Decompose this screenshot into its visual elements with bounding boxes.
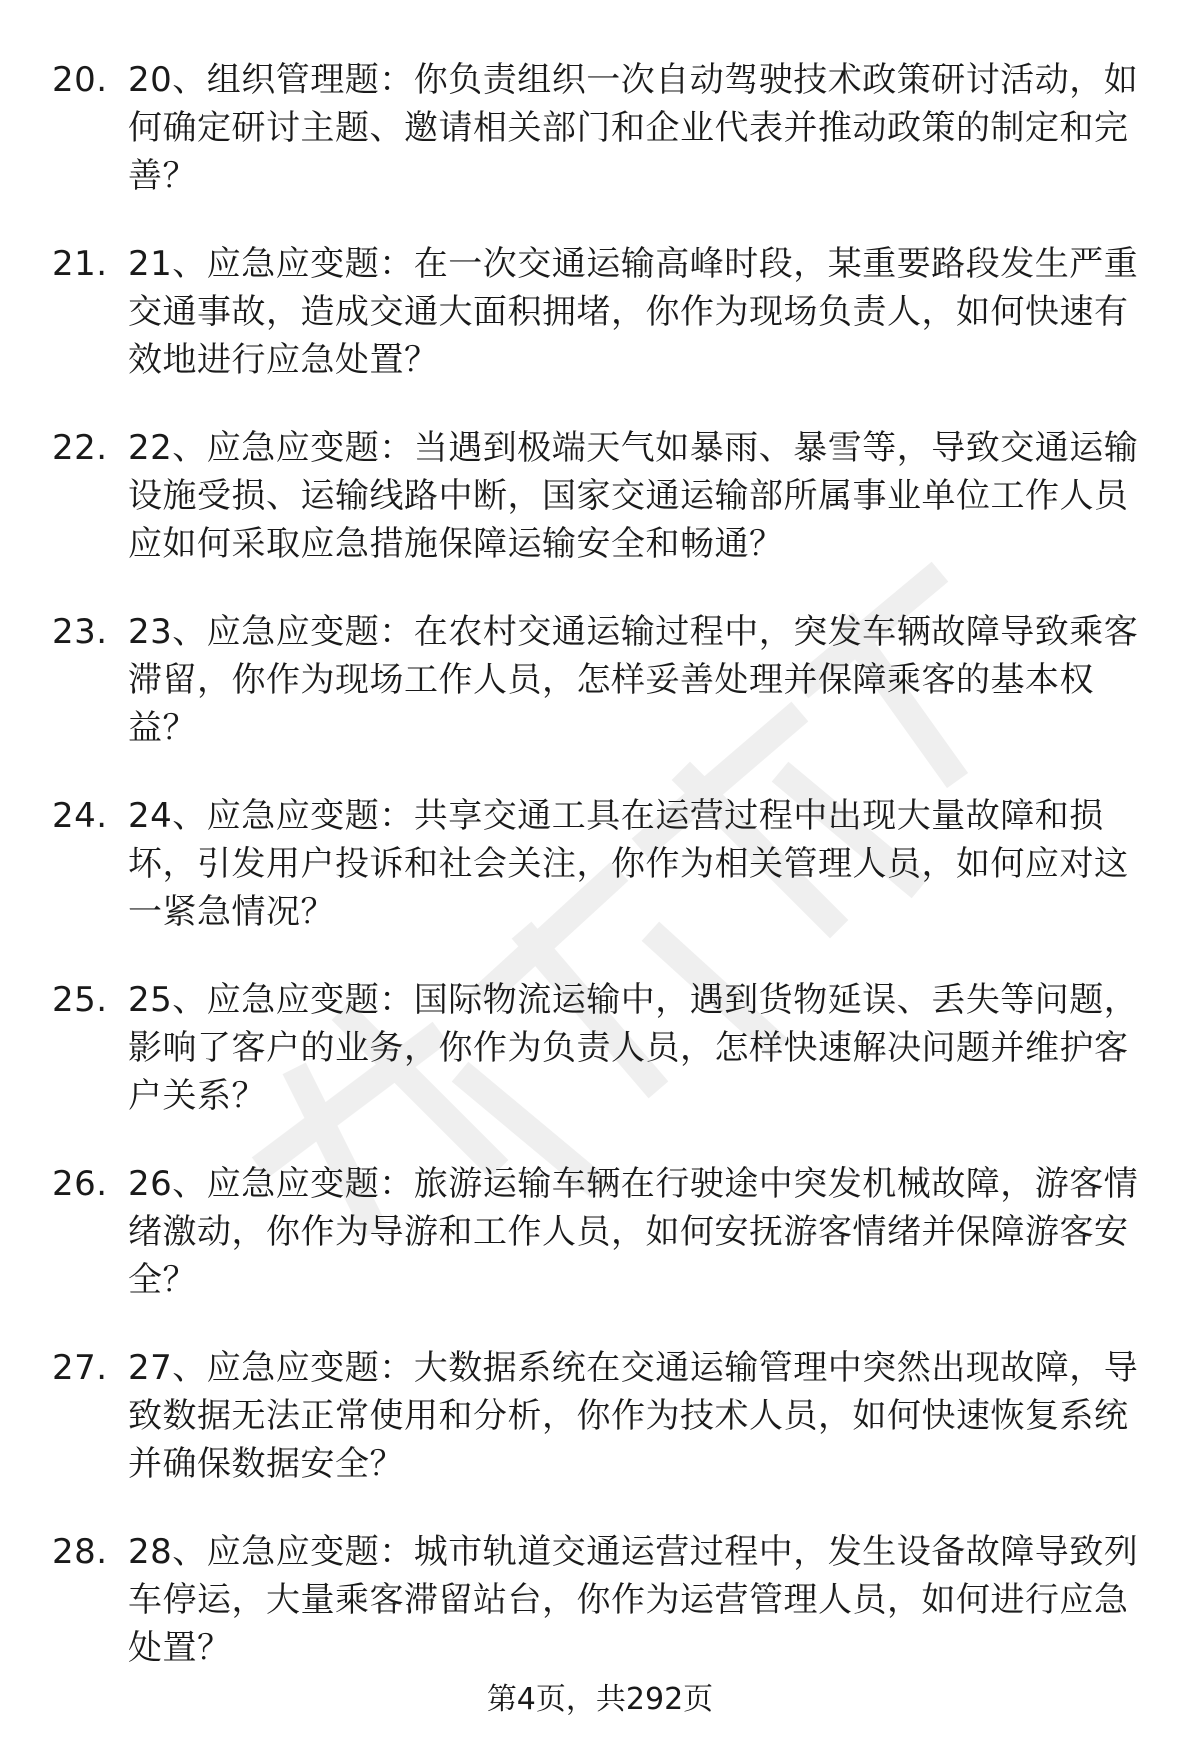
question-text: 21、应急应变题：在一次交通运输高峰时段，某重要路段发生严重交通事故，造成交通大面积拥堵，你作为现场负责人，如何快速有效地进行应急处置？ [128, 244, 1139, 380]
question-text: 27、应急应变题：大数据系统在交通运输管理中突然出现故障，导致数据无法正常使用和分析，你作为技术人员，如何快速恢复系统并确保数据安全？ [128, 1348, 1139, 1484]
question-item-22 [52, 424, 1152, 568]
question-text: 26、应急应变题：旅游运输车辆在行驶途中突发机械故障，游客情绪激动，你作为导游和工作人员，如何安抚游客情绪并保障游客安全？ [128, 1164, 1139, 1300]
question-number: 21. [52, 244, 108, 284]
question-text: 22、应急应变题：当遇到极端天气如暴雨、暴雪等，导致交通运输设施受损、运输线路中断，国家交通运输部所属事业单位工作人员应如何采取应急措施保障运输安全和畅通？ [128, 428, 1139, 564]
question-text: 23、应急应变题：在农村交通运输过程中，突发车辆故障导致乘客滞留，你作为现场工作人员，怎样妥善处理并保障乘客的基本权益？ [128, 612, 1139, 748]
question-item-26 [52, 1160, 1152, 1304]
question-item-21 [52, 240, 1152, 384]
question-number: 25. [52, 980, 108, 1020]
question-number: 22. [52, 428, 108, 468]
question-text: 20、组织管理题：你负责组织一次自动驾驶技术政策研讨活动，如何确定研讨主题、邀请相关部门和企业代表并推动政策的制定和完善？ [128, 60, 1139, 196]
question-item-20 [52, 56, 1152, 200]
question-text: 28、应急应变题：城市轨道交通运营过程中，发生设备故障导致列车停运，大量乘客滞留站台，你作为运营管理人员，如何进行应急处置？ [128, 1532, 1139, 1668]
question-number: 26. [52, 1164, 108, 1204]
question-number: 27. [52, 1348, 108, 1388]
question-number: 23. [52, 612, 108, 652]
question-list [52, 56, 1152, 1712]
question-item-24 [52, 792, 1152, 936]
question-item-23 [52, 608, 1152, 752]
question-item-27 [52, 1344, 1152, 1488]
question-number: 28. [52, 1532, 108, 1572]
question-text: 24、应急应变题：共享交通工具在运营过程中出现大量故障和损坏，引发用户投诉和社会关注，你作为相关管理人员，如何应对这一紧急情况？ [128, 796, 1129, 932]
question-number: 24. [52, 796, 108, 836]
question-item-25 [52, 976, 1152, 1120]
question-number: 20. [52, 60, 108, 100]
page-indicator: 第4页，共292页 [486, 1682, 714, 1717]
question-item-28 [52, 1528, 1152, 1672]
question-text: 25、应急应变题：国际物流运输中，遇到货物延误、丢失等问题，影响了客户的业务，你作为负责人员，怎样快速解决问题并维护客户关系？ [128, 980, 1139, 1116]
